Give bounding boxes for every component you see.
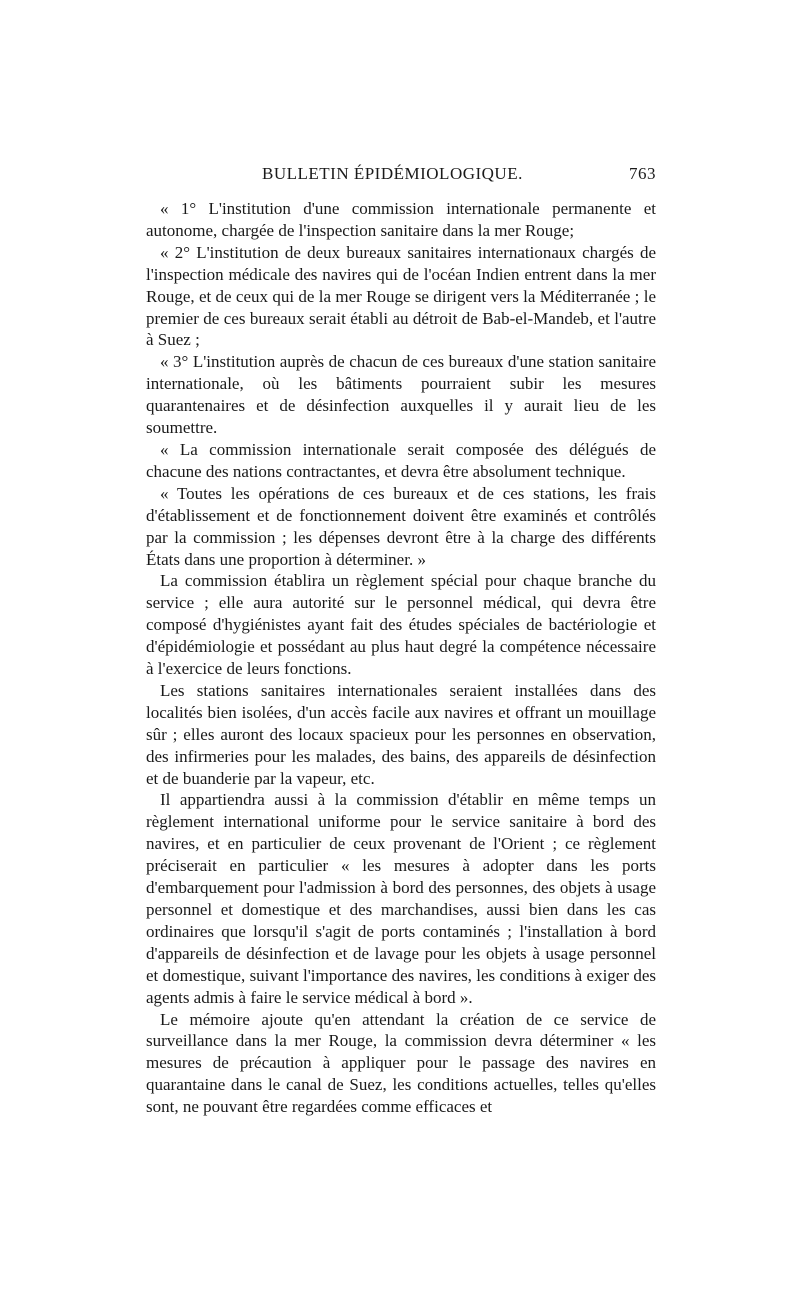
paragraph-service-bord: Il appartiendra aussi à la commission d'établir en même temps un règlement international uniforme pour le service sanitaire à bord des navires, et en particulier de ceux provenant de l'Orient ; ce règlement préciserait en particulier « les mesures à adopter dans les ports d'embarquement pour l'admission à bord des personnes, des objets à usage personnel et domestique et des marchandises, aussi bien dans les cas ordinaires que lorsqu'il s'agit de ports contaminés ; l'installation à bord d'appareils de désinfection et de lavage pour les objets à usage personnel et domestique, suivant l'importance des navires, les conditions à exiger des agents admis à faire le service médical à bord ». [146,790,656,1007]
document-page [146,164,656,1118]
paragraph-reglement: La commission établira un règlement spécial pour chaque branche du service ; elle aura autorité sur le personnel médical, qui devra être composé d'hygiénistes ayant fait des études spéciales de bactériologie et d'épidémiologie et possédant au plus haut degré la compétence nécessaire à l'exercice de leurs fonctions. [146,571,656,679]
page-header [146,164,656,192]
paragraph-operations: « Toutes les opérations de ces bureaux et de ces stations, les frais d'établissement et de fonctionnement doivent être examinés et contrôlés par la commission ; les dépenses devront être à la charge des différents États dans une proportion à déterminer. » [146,483,656,569]
paragraph-stations: Les stations sanitaires internationales seraient installées dans des localités bien isolées, d'un accès facile aux navires et offrant un mouillage sûr ; elles auront des locaux spacieux pour les personnes en observation, des infirmeries pour les malades, des bains, des appareils de désinfection et de buanderie par la vapeur, etc. [146,680,656,788]
paragraph-item-1: « 1° L'institution d'une commission internationale permanente et autonome, chargée de l'inspection sanitaire dans la mer Rouge; [146,199,656,240]
body-text [146,198,656,1118]
page-number: 763 [629,164,656,183]
running-head: BULLETIN ÉPIDÉMIOLOGIQUE. [262,164,523,183]
paragraph-item-3: « 3° L'institution auprès de chacun de ces bureaux d'une station sanitaire internationale, où les bâtiments pourraient subir les mesures quarantenaires et de désinfection auxquelles il y aurait lieu de les soumettre. [146,352,656,438]
paragraph-commission: « La commission internationale serait composée des délégués de chacune des nations contractantes, et devra être absolument technique. [146,439,656,481]
paragraph-item-2: « 2° L'institution de deux bureaux sanitaires internationaux chargés de l'inspection médicale des navires qui de l'océan Indien entrent dans la mer Rouge, et de ceux qui de la mer Rouge se dirigent vers la Méditerranée ; le premier de ces bureaux serait établi au détroit de Bab-el-Mandeb, et l'autre à Suez ; [146,242,656,350]
paragraph-memoire: Le mémoire ajoute qu'en attendant la création de ce service de surveillance dans la mer Rouge, la commission devra déterminer « les mesures de précaution à appliquer pour le passage des navires en quarantaine dans le canal de Suez, les conditions actuelles, telles qu'elles sont, ne pouvant être regardées comme efficaces et [146,1009,656,1117]
